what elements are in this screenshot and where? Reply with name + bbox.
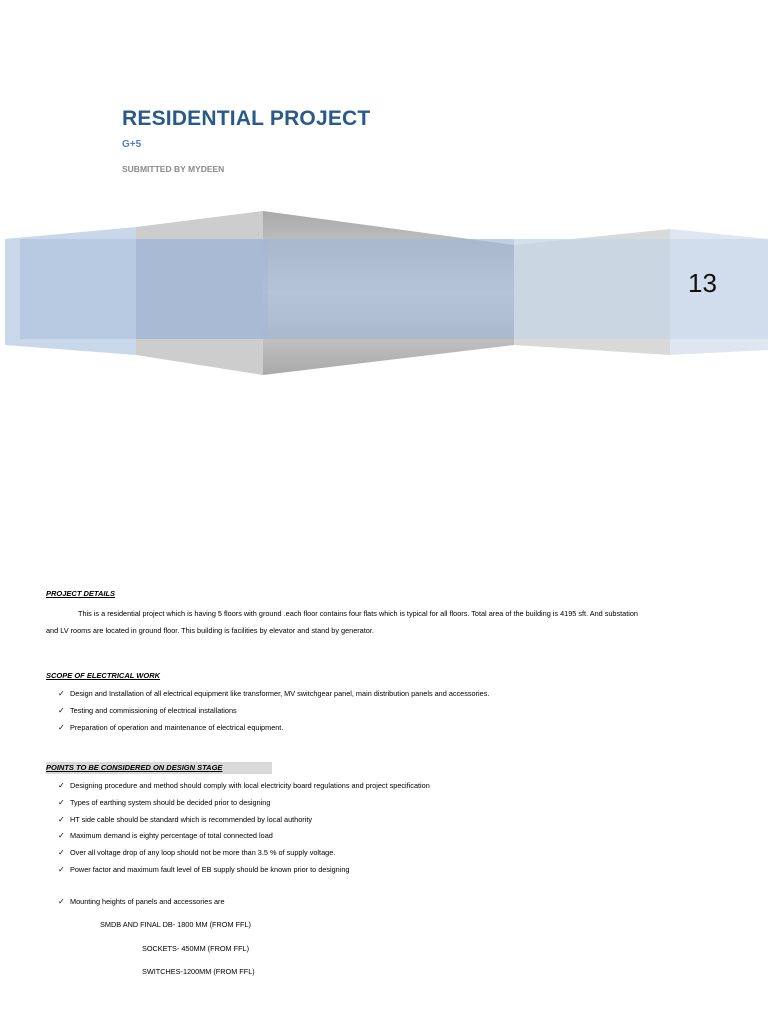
document-subtitle: G+5 xyxy=(122,139,142,150)
check-mark-icon: ✓ xyxy=(58,864,65,874)
project-details-line-1: This is a residential project which is having 5 floors with ground .each floor contains four flats which is typical for all floors. Total area of the building is 4195 sft. And substation xyxy=(78,609,638,618)
page-number: 13 xyxy=(688,268,717,298)
mounting-heights-text: Mounting heights of panels and accessories are xyxy=(70,897,225,906)
check-mark-icon: ✓ xyxy=(58,831,65,841)
project-details-heading: PROJECT DETAILS xyxy=(46,589,116,598)
scope-item-text: Testing and commissioning of electrical installations xyxy=(70,705,237,715)
list-item xyxy=(58,720,489,737)
project-details-paragraph xyxy=(46,605,736,639)
list-item xyxy=(58,778,430,795)
mounting-line-sockets: SOCKETS- 450MM (FROM FFL) xyxy=(142,944,250,953)
check-mark-icon: ✓ xyxy=(58,814,65,824)
decorative-banner xyxy=(0,205,768,380)
check-mark-icon: ✓ xyxy=(58,781,65,790)
check-mark-icon: ✓ xyxy=(58,897,65,906)
design-point-text: Maximum demand is eighty percentage of total connected load xyxy=(70,831,273,841)
scope-list xyxy=(58,686,489,736)
scope-heading: SCOPE OF ELECTRICAL WORK xyxy=(46,671,161,680)
mounting-line-db: SMDB AND FINAL DB- 1800 MM (FROM FFL) xyxy=(100,920,251,929)
design-point-text: Over all voltage drop of any loop should not be more than 3.5 % of supply voltage. xyxy=(70,848,336,858)
list-item xyxy=(58,845,430,862)
scope-item-text: Design and Installation of all electrical equipment like transformer, MV switchgear panel, main distribution panels and accessories. xyxy=(70,689,490,698)
document-title: RESIDENTIAL PROJECT xyxy=(122,107,371,130)
project-details-line-2: and LV rooms are located in ground floor. This building is facilities by elevator and stand by generator. xyxy=(46,626,374,635)
check-mark-icon: ✓ xyxy=(58,689,65,698)
list-item xyxy=(58,812,430,829)
design-point-text: Designing procedure and method should comply with local electricity board regulations and project specification xyxy=(70,781,430,790)
document-author: SUBMITTED BY MYDEEN xyxy=(122,164,225,174)
mounting-list xyxy=(58,894,225,911)
check-mark-icon: ✓ xyxy=(58,705,65,715)
design-point-text: Types of earthing system should be decided prior to designing xyxy=(70,797,271,807)
check-mark-icon: ✓ xyxy=(58,722,65,732)
check-mark-icon: ✓ xyxy=(58,797,65,807)
list-item xyxy=(58,795,430,812)
list-item xyxy=(58,828,430,845)
list-item xyxy=(58,894,225,911)
mounting-line-switches: SWITCHES-1200MM (FROM FFL) xyxy=(142,967,255,976)
list-item xyxy=(58,703,489,720)
design-points-heading: POINTS TO BE CONSIDERED ON DESIGN STAGE xyxy=(46,762,272,774)
scope-item-text: Preparation of operation and maintenance of electrical equipment. xyxy=(70,722,284,732)
check-mark-icon: ✓ xyxy=(58,848,65,858)
design-point-text: HT side cable should be standard which is recommended by local authority xyxy=(70,814,313,824)
list-item xyxy=(58,862,430,879)
design-points-list xyxy=(58,778,430,879)
list-item xyxy=(58,686,489,703)
design-point-text: Power factor and maximum fault level of EB supply should be known prior to designing xyxy=(70,864,350,874)
